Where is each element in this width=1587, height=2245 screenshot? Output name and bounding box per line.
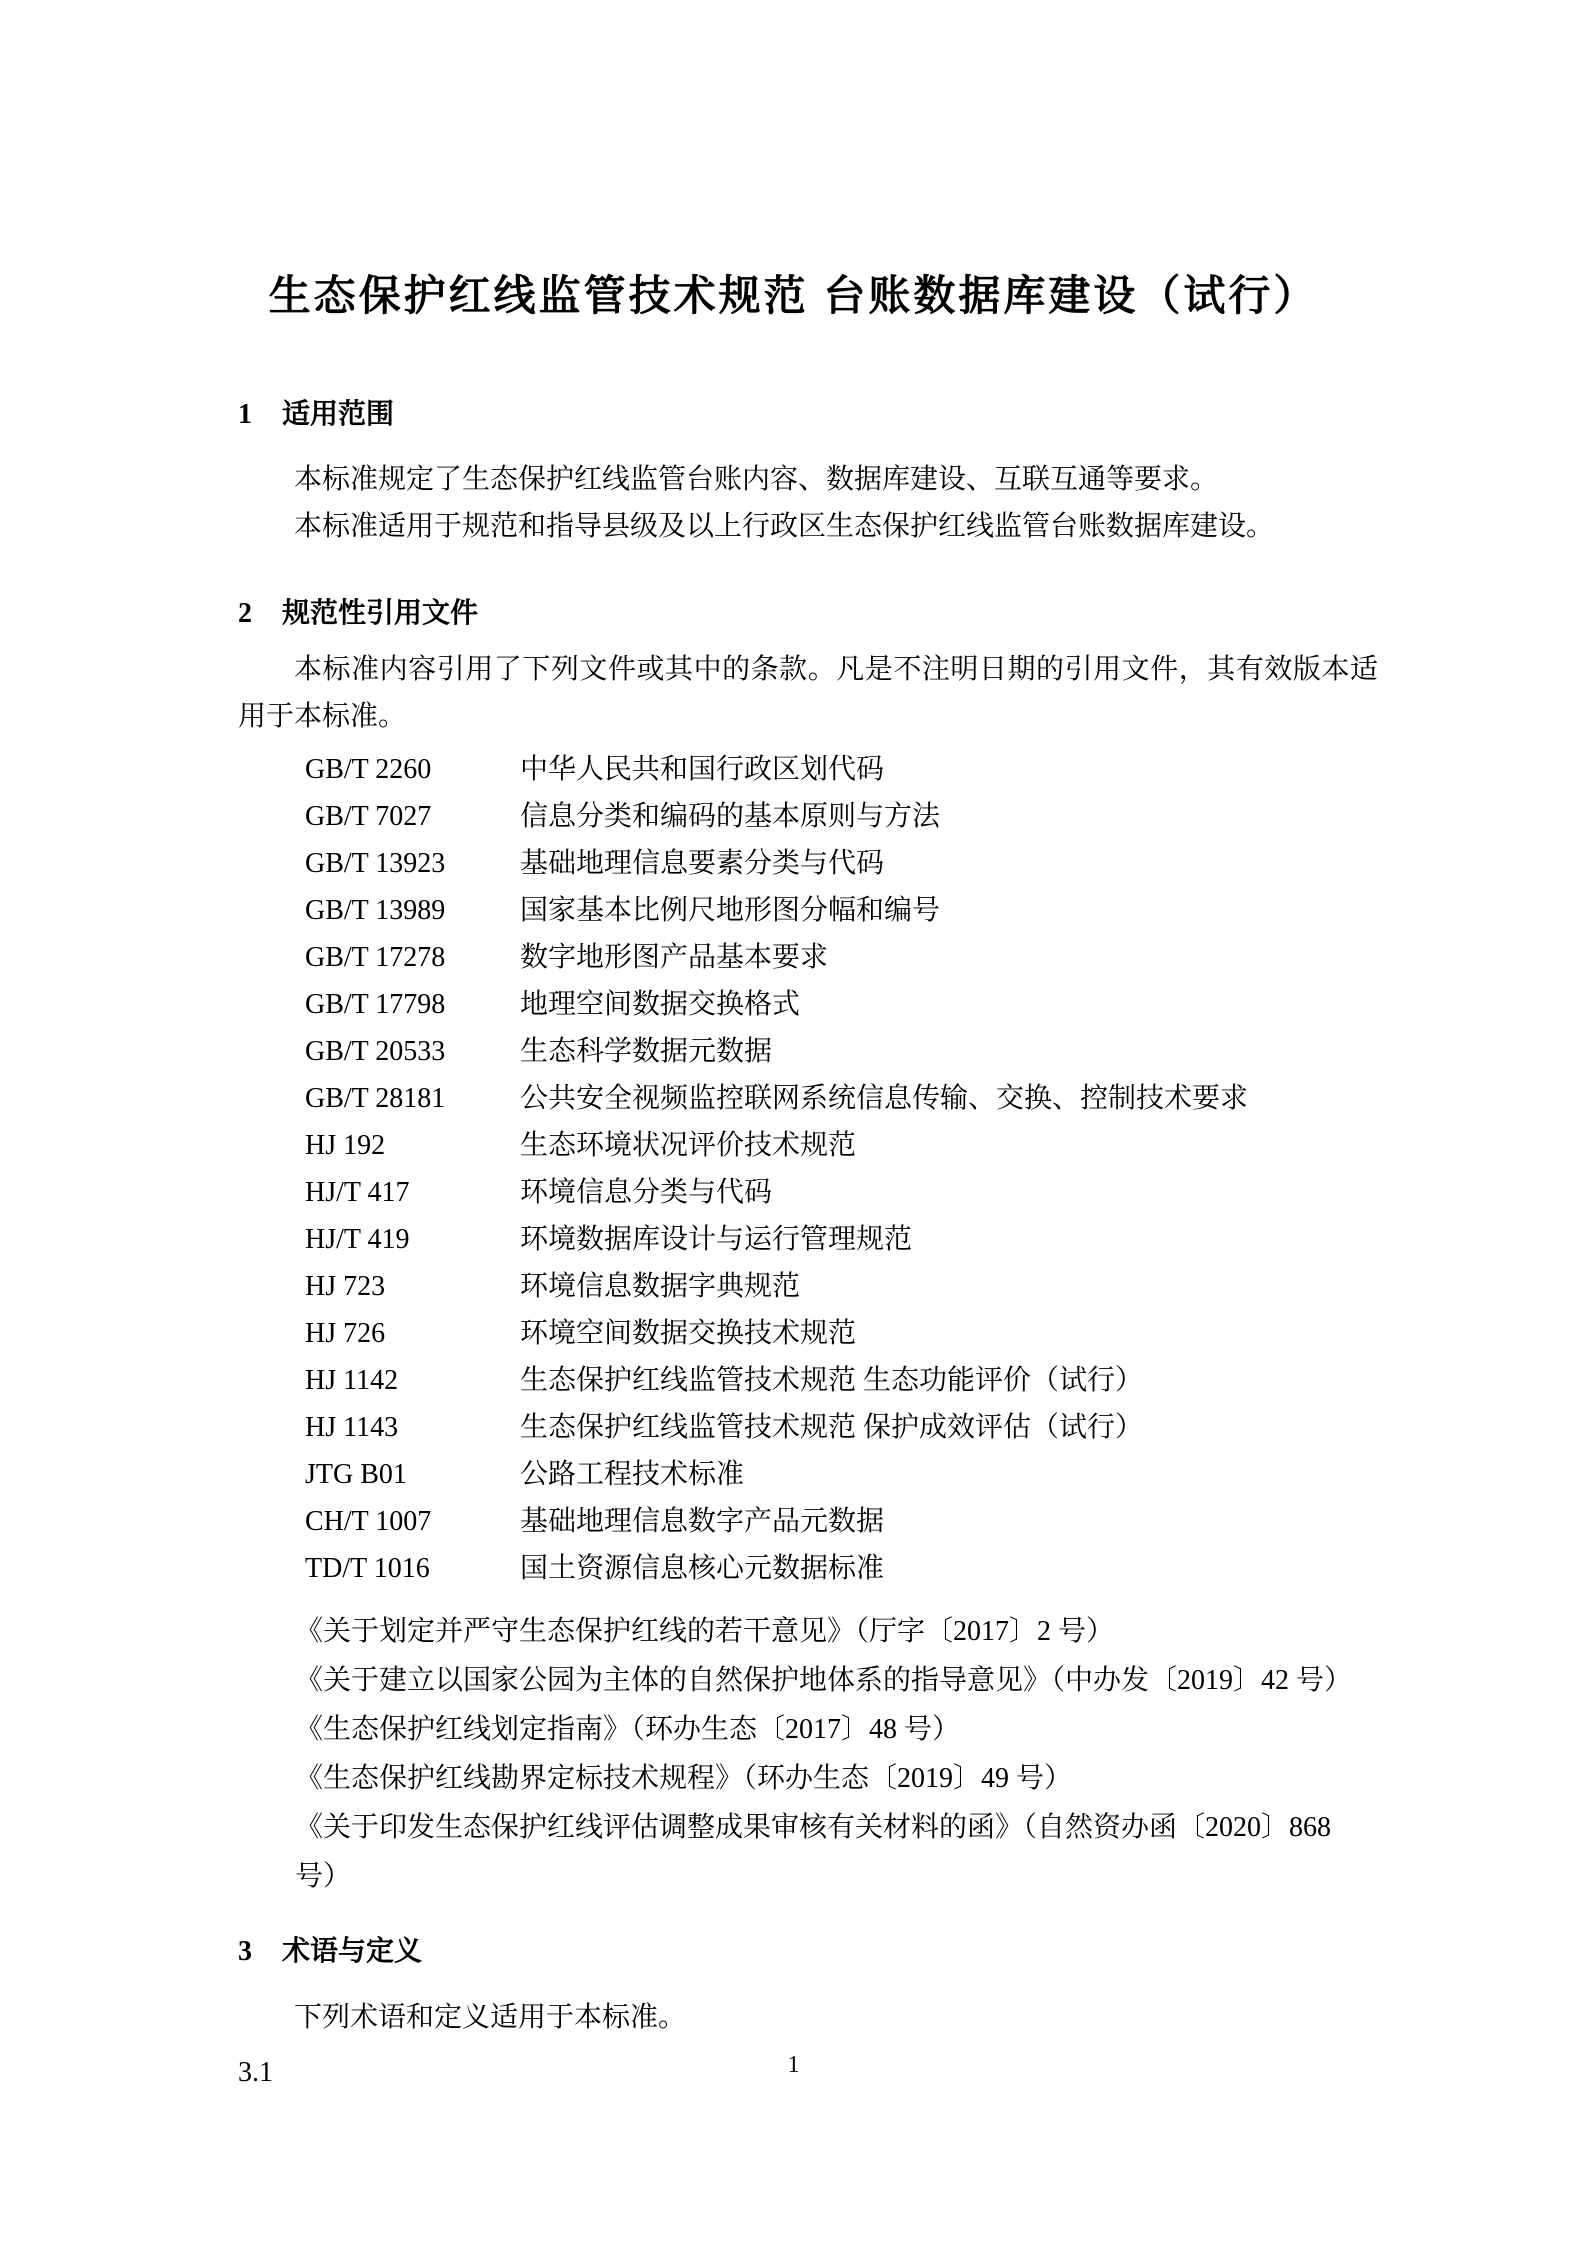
reference-title: 环境空间数据交换技术规范 (520, 1318, 857, 1349)
reference-title: 基础地理信息要素分类与代码 (520, 848, 885, 879)
page-title: 生态保护红线监管技术规范 台账数据库建设（试行） (268, 272, 1319, 319)
reference-row (238, 1498, 1378, 1545)
policy-document-item: 《生态保护红线划定指南》（环办生态〔2017〕48 号） (295, 1714, 961, 1745)
clause-3-1-number: 3.1 (238, 2057, 273, 2088)
reference-row (238, 746, 1378, 793)
scope-paragraph-1: 本标准规定了生态保护红线监管台账内容、数据库建设、互联互通等要求。 (294, 464, 1219, 495)
reference-title: 国土资源信息核心元数据标准 (520, 1553, 885, 1584)
reference-row (238, 1122, 1378, 1169)
reference-title: 中华人民共和国行政区划代码 (520, 754, 885, 785)
reference-row (238, 887, 1378, 934)
reference-code: HJ 1143 (305, 1412, 399, 1443)
reference-code: GB/T 13923 (305, 848, 446, 879)
section-3-number: 3 (238, 1936, 252, 1967)
reference-row (238, 934, 1378, 981)
policy-document-item: 《生态保护红线勘界定标技术规程》（环办生态〔2019〕49 号） (295, 1763, 1073, 1794)
reference-row (238, 1216, 1378, 1263)
reference-row (238, 1028, 1378, 1075)
reference-row (238, 1169, 1378, 1216)
reference-row (238, 981, 1378, 1028)
reference-title: 生态保护红线监管技术规范 保护成效评估（试行） (520, 1412, 1144, 1443)
reference-row (238, 1310, 1378, 1357)
reference-code: HJ 192 (305, 1130, 386, 1161)
section-1-title: 适用范围 (282, 398, 395, 429)
reference-row (238, 793, 1378, 840)
policy-document-list (238, 1607, 1378, 1901)
reference-code: GB/T 20533 (305, 1036, 446, 1067)
reference-code: GB/T 17798 (305, 989, 446, 1020)
section-2-title: 规范性引用文件 (282, 597, 479, 628)
reference-code: TD/T 1016 (305, 1553, 430, 1584)
section-1-number: 1 (238, 399, 252, 430)
reference-title: 信息分类和编码的基本原则与方法 (520, 801, 941, 832)
document-content (238, 0, 1378, 2096)
reference-code: HJ 1142 (305, 1365, 399, 1396)
reference-code: HJ/T 419 (305, 1224, 410, 1255)
reference-row (238, 1357, 1378, 1404)
policy-document-item: 《关于划定并严守生态保护红线的若干意见》（厅字〔2017〕2 号） (295, 1616, 1115, 1647)
section-1-heading (238, 397, 1378, 432)
normative-reference-list (238, 746, 1378, 1592)
reference-title: 地理空间数据交换格式 (520, 989, 801, 1020)
reference-title: 公共安全视频监控联网系统信息传输、交换、控制技术要求 (520, 1083, 1249, 1114)
section-3-title: 术语与定义 (282, 1935, 423, 1966)
reference-title: 环境信息数据字典规范 (520, 1271, 801, 1302)
reference-code: GB/T 28181 (305, 1083, 446, 1114)
reference-code: JTG B01 (305, 1459, 407, 1490)
references-intro-paragraph: 本标准内容引用了下列文件或其中的条款。凡是不注明日期的引用文件，其有效版本适用于本标准。 (238, 654, 1378, 732)
policy-document-item: 《关于建立以国家公园为主体的自然保护地体系的指导意见》（中办发〔2019〕42 号） (295, 1665, 1353, 1696)
terms-intro-paragraph: 下列术语和定义适用于本标准。 (294, 2002, 687, 2033)
reference-title: 生态环境状况评价技术规范 (520, 1130, 857, 1161)
reference-title: 生态科学数据元数据 (520, 1036, 773, 1067)
reference-title: 数字地形图产品基本要求 (520, 942, 829, 973)
scope-paragraph-2: 本标准适用于规范和指导县级及以上行政区生态保护红线监管台账数据库建设。 (294, 511, 1275, 542)
reference-code: GB/T 17278 (305, 942, 446, 973)
reference-title: 公路工程技术标准 (520, 1459, 745, 1490)
reference-code: GB/T 13989 (305, 895, 446, 926)
reference-title: 环境信息分类与代码 (520, 1177, 773, 1208)
section-3-heading (238, 1934, 1378, 1969)
reference-code: HJ 726 (305, 1318, 386, 1349)
reference-row (238, 840, 1378, 887)
reference-title: 国家基本比例尺地形图分幅和编号 (520, 895, 941, 926)
reference-row (238, 1263, 1378, 1310)
reference-row (238, 1075, 1378, 1122)
reference-code: GB/T 2260 (305, 754, 432, 785)
section-2-heading (238, 596, 1378, 631)
reference-code: HJ/T 417 (305, 1177, 410, 1208)
reference-code: HJ 723 (305, 1271, 386, 1302)
reference-code: CH/T 1007 (305, 1506, 432, 1537)
reference-row (238, 1545, 1378, 1592)
reference-row (238, 1451, 1378, 1498)
reference-code: GB/T 7027 (305, 801, 432, 832)
page-number: 1 (787, 2052, 800, 2078)
reference-row (238, 1404, 1378, 1451)
section-2-number: 2 (238, 598, 252, 629)
reference-title: 环境数据库设计与运行管理规范 (520, 1224, 913, 1255)
policy-document-item: 《关于印发生态保护红线评估调整成果审核有关材料的函》（自然资办函〔2020〕868 号） (295, 1812, 1332, 1892)
reference-title: 生态保护红线监管技术规范 生态功能评价（试行） (520, 1365, 1144, 1396)
reference-title: 基础地理信息数字产品元数据 (520, 1506, 885, 1537)
